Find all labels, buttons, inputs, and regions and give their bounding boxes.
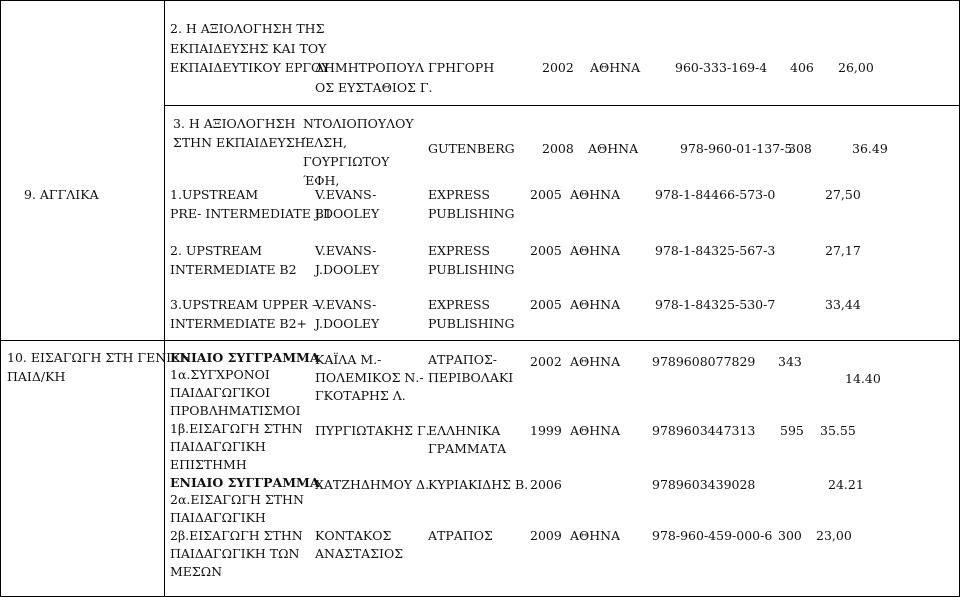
- author-line: ΚΟΝΤΑΚΟΣ: [315, 528, 392, 543]
- publisher-line: EXPRESS: [428, 297, 490, 312]
- year: 2005: [530, 243, 562, 258]
- title-line: 1.UPSTREAM: [170, 187, 259, 202]
- group-heading: ΕΝΙΑΙΟ ΣΥΓΓΡΑΜΜΑ: [170, 475, 320, 490]
- publisher-line: ΕΛΛΗΝΙΚΑ: [428, 423, 501, 438]
- group-heading: ΕΝΙΑΙΟ ΣΥΓΓΡΑΜΜΑ: [170, 350, 320, 365]
- title-line: 3.UPSTREAM UPPER –: [170, 297, 319, 312]
- author-line: V.EVANS-: [315, 297, 377, 312]
- author-line: J.DOOLEY: [315, 262, 380, 277]
- title-line: 2α.ΕΙΣΑΓΩΓΗ ΣΤΗΝ: [170, 492, 304, 507]
- title-line: 2β.ΕΙΣΑΓΩΓΗ ΣΤΗΝ: [170, 528, 303, 543]
- price: 27,17: [825, 243, 861, 258]
- title-line: 3. Η ΑΞΙΟΛΟΓΗΣΗ: [173, 116, 296, 131]
- pages: 343: [778, 354, 802, 369]
- author-line: V.EVANS-: [315, 243, 377, 258]
- price: 23,00: [816, 528, 852, 543]
- title-line: PRE- INTERMEDIATE B1: [170, 206, 332, 221]
- author-line: ΝΤΟΛΙΟΠΟΥΛΟΥ: [303, 116, 414, 131]
- author-line: V.EVANS-: [315, 187, 377, 202]
- title-line: ΠΑΙΔΑΓΩΓΙΚΗ: [170, 439, 266, 454]
- pages: 300: [778, 528, 802, 543]
- author-line: ΓΚΟΤΑΡΗΣ Λ.: [315, 388, 406, 403]
- author-line: ΓΟΥΡΓΙΩΤΟΥ: [303, 154, 390, 169]
- pages: 308: [788, 141, 812, 156]
- publisher-line: PUBLISHING: [428, 316, 515, 331]
- author-line: ΔΗΜΗΤΡΟΠΟΥΛ: [315, 60, 425, 75]
- author: ΧΑΤΖΗΔΗΜΟΥ Δ.: [315, 477, 430, 492]
- year: 2008: [542, 141, 574, 156]
- city: ΑΘΗΝΑ: [590, 60, 641, 75]
- price: 33,44: [825, 297, 861, 312]
- city: ΑΘΗΝΑ: [570, 187, 621, 202]
- publisher-line: EXPRESS: [428, 243, 490, 258]
- author-line: J.DOOLEY: [315, 206, 380, 221]
- author-line: ΠΟΛΕΜΙΚΟΣ Ν.-: [315, 370, 424, 385]
- year: 2005: [530, 187, 562, 202]
- city: ΑΘΗΝΑ: [570, 423, 621, 438]
- subject: 9. ΑΓΓΛΙΚΑ: [24, 187, 99, 202]
- title-line: ΠΡΟΒΛΗΜΑΤΙΣΜΟΙ: [170, 403, 301, 418]
- title-line: ΠΑΙΔΑΓΩΓΙΚΗ: [170, 510, 266, 525]
- title-line: ΠΑΙΔΑΓΩΓΙΚΟΙ: [170, 385, 271, 400]
- subject-line: ΠΑΙΔ/ΚΗ: [7, 369, 66, 384]
- isbn: 978-1-84325-530-7: [655, 297, 776, 312]
- title-line: 1β.ΕΙΣΑΓΩΓΗ ΣΤΗΝ: [170, 421, 303, 436]
- title-line: 1α.ΣΥΓΧΡΟΝΟΙ: [170, 367, 270, 382]
- author-line: ΚΑΪΛΑ Μ.-: [315, 352, 382, 367]
- city: ΑΘΗΝΑ: [570, 243, 621, 258]
- title-line: 2. UPSTREAM: [170, 243, 263, 258]
- price: 24.21: [828, 477, 864, 492]
- pages: 406: [790, 60, 814, 75]
- publisher-line: ΓΡΑΜΜΑΤΑ: [428, 441, 507, 456]
- year: 2005: [530, 297, 562, 312]
- title-line: ΠΑΙΔΑΓΩΓΙΚΗ ΤΩΝ: [170, 546, 300, 561]
- price: 14.40: [845, 371, 881, 386]
- pages: 595: [780, 423, 804, 438]
- isbn: 978-1-84325-567-3: [655, 243, 776, 258]
- title-line: INTERMEDIATE B2: [170, 262, 297, 277]
- publisher: GUTENBERG: [428, 141, 515, 156]
- city: ΑΘΗΝΑ: [588, 141, 639, 156]
- price: 36.49: [852, 141, 888, 156]
- price: 35.55: [820, 423, 856, 438]
- year: 2006: [530, 477, 562, 492]
- isbn: 9789603447313: [652, 423, 756, 438]
- publisher-line: PUBLISHING: [428, 262, 515, 277]
- title-line: ΕΚΠΑΙΔΕΥΤΙΚΟΥ ΕΡΓΟΥ: [170, 60, 330, 75]
- publisher-line: ΠΕΡΙΒΟΛΑΚΙ: [428, 370, 514, 385]
- publisher: ΓΡΗΓΟΡΗ: [428, 60, 495, 75]
- year: 2002: [542, 60, 574, 75]
- title-line: ΕΠΙΣΤΗΜΗ: [170, 457, 247, 472]
- subject-line: 10. ΕΙΣΑΓΩΓΗ ΣΤΗ ΓΕΝΙΚΗ: [7, 350, 192, 365]
- author-line: ΈΦΗ,: [303, 173, 340, 188]
- title-line: 2. Η ΑΞΙΟΛΟΓΗΣΗ ΤΗΣ: [170, 21, 325, 36]
- title-line: INTERMEDIATE B2+: [170, 316, 308, 331]
- publisher: ΚΥΡΙΑΚΙΔΗΣ Β.: [428, 477, 529, 492]
- isbn: 9789603439028: [652, 477, 756, 492]
- publisher-line: ΑΤΡΑΠΟΣ-: [428, 352, 498, 367]
- city: ΑΘΗΝΑ: [570, 354, 621, 369]
- city: ΑΘΗΝΑ: [570, 528, 621, 543]
- year: 2002: [530, 354, 562, 369]
- isbn: 960-333-169-4: [675, 60, 768, 75]
- isbn: 978-1-84466-573-0: [655, 187, 776, 202]
- author: ΠΥΡΓΙΩΤΑΚΗΣ Γ.: [315, 423, 430, 438]
- isbn: 978-960-01-137-5: [680, 141, 793, 156]
- author-line: ΈΛΣΗ,: [303, 135, 347, 150]
- title-line: ΕΚΠΑΙΔΕΥΣΗΣ ΚΑΙ ΤΟΥ: [170, 41, 327, 56]
- year: 1999: [530, 423, 562, 438]
- publisher-line: EXPRESS: [428, 187, 490, 202]
- title-line: ΜΕΣΩΝ: [170, 564, 223, 579]
- price: 26,00: [838, 60, 874, 75]
- title-line: ΣΤΗΝ ΕΚΠΑΙΔΕΥΣΗ: [173, 135, 306, 150]
- author-line: J.DOOLEY: [315, 316, 380, 331]
- publisher: ΑΤΡΑΠΟΣ: [428, 528, 493, 543]
- year: 2009: [530, 528, 562, 543]
- isbn: 978-960-459-000-6: [652, 528, 773, 543]
- city: ΑΘΗΝΑ: [570, 297, 621, 312]
- publisher-line: PUBLISHING: [428, 206, 515, 221]
- author-line: ΟΣ ΕΥΣΤΑΘΙΟΣ Γ.: [315, 80, 433, 95]
- price: 27,50: [825, 187, 861, 202]
- author-line: ΑΝΑΣΤΑΣΙΟΣ: [315, 546, 404, 561]
- isbn: 9789608077829: [652, 354, 756, 369]
